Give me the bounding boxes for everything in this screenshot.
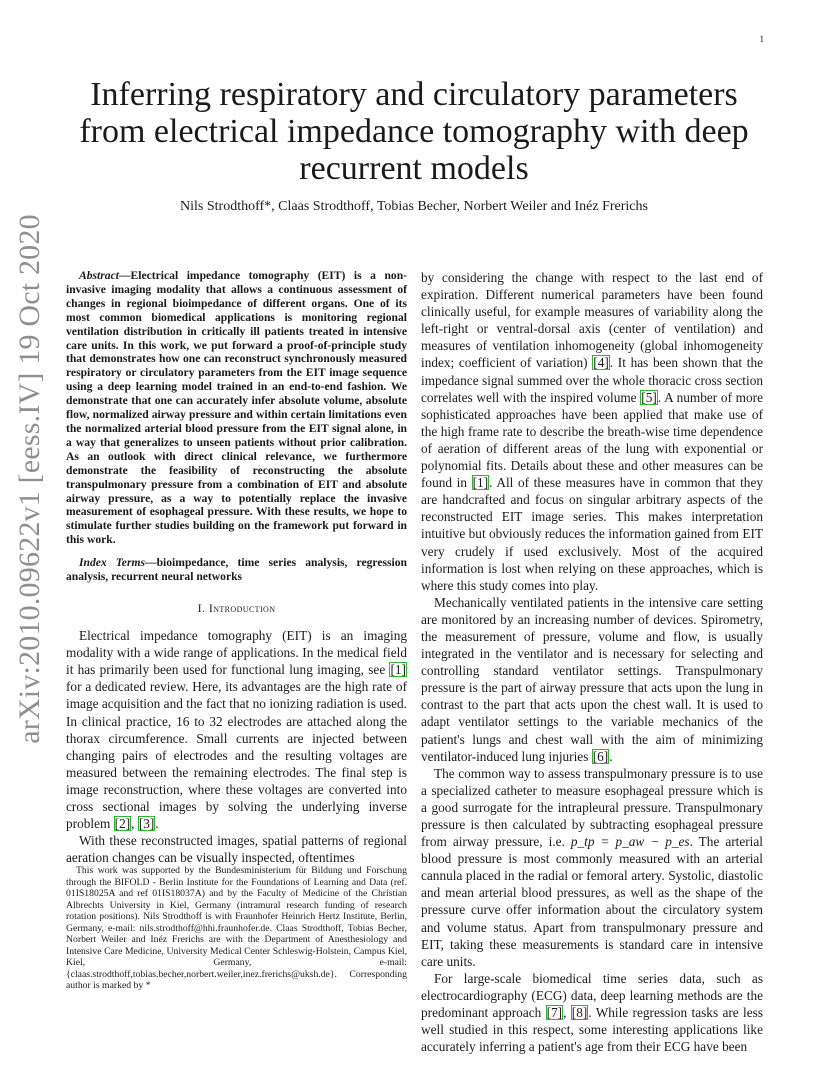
body-text: . It has been shown that the impedance signal summed over the whole thoracic cross section correlates well with the inspired volume	[421, 355, 763, 405]
abstract-text: Electrical impedance tomography (EIT) is a non-invasive imaging modality that allows a continuous assessment of changes in regional bioimpedance of different organs. One of its most common biomedical applications is monitoring regional ventilation distribution in critically ill patients treated in intensive care units. In this work, we put forward a proof-of-principle study that demonstrates how one can reconstruct synchronously measured respiratory or circulatory parameters from the EIT image sequence using a deep learning model trained in an end-to-end fashion. We demonstrate that one can accurately infer absolute volume, absolute flow, normalized airway pressure and within certain limitations even the normalized arterial blood pressure from the EIT signal alone, in a way that generalizes to unseen patients without prior calibration. As an outlook with direct clinical relevance, we furthermore demonstrate the feasibility of reconstructing the absolute transpulmonary pressure from a combination of EIT and absolute airway pressure, as a way to potentially replace the invasive measurement of esophageal pressure. With these results, we hope to stimulate further studies building on the framework put forward in this work.	[66, 269, 407, 547]
section-number: I.	[197, 600, 206, 615]
intro-paragraph: With these reconstructed images, spatial patterns of regional aeration changes can be visually inspected, oftentimes	[66, 833, 407, 866]
abstract-label: Abstract	[79, 269, 119, 282]
citation-link[interactable]: [2]	[114, 816, 131, 832]
citation-link[interactable]: [7]	[546, 1005, 563, 1021]
right-column	[421, 269, 763, 1055]
index-terms-dash: —	[145, 556, 157, 570]
index-terms	[66, 556, 407, 584]
intro-paragraph	[66, 627, 407, 832]
intro-text: Electrical impedance tomography (EIT) is an imaging modality with a wide range of applications. In the medical field it has primarily been used for functional lung imaging, see	[66, 628, 407, 678]
inline-equation: p_tp = p_aw − p_es	[570, 834, 690, 850]
author-list: Nils Strodthoff*, Claas Strodthoff, Tobias Becher, Norbert Weiler and Inéz Frerichs	[180, 199, 648, 214]
index-terms-label: Index Terms	[79, 556, 145, 570]
body-text: The common way to assess transpulmonary pressure is to use a specialized catheter to measure esophageal pressure which is a good surrogate for the intrapleural pressure. Transpulmonary pressure is then calculated by subtracting esophageal pressure from airway pressure, i.e.	[421, 765, 763, 850]
footnote-text: This work was supported by the Bundesministerium für Bildung und Forschung through the BIFOLD - Berlin Institute for the Foundations of Learning and Data (ref. 01IS18025A and ref 01IS18037A) and by the Faculty of Medicine of the Christian Albrechts University in Kiel, Germany (intramural research funding of research rotation positions). Nils Strodthoff is with Fraunhofer Heinrich Hertz Institute, Berlin, Germany, e-mail: nils.strodthoff@hhi.fraunhofer.de. Claas Strodthoff, Tobias Becher, Norbert Weiler and Inéz Frerichs are with the Department of Anesthesiology and Intensive Care Medicine, University Medical Center Schleswig-Holstein, Campus Kiel, Kiel, Germany, e-mail: {claas.strodthoff,tobias.becher,norbert.weiler,inez.frerichs@uksh.de}. Corresponding author is marked by *	[66, 865, 407, 991]
section-heading	[66, 600, 407, 617]
body-text: . While regression tasks are less well studied in this respect, some interesting applications like accurately inferring a patient's age from their ECG have been	[421, 1005, 763, 1055]
citation-link[interactable]: [3]	[138, 816, 155, 832]
citation-link[interactable]: [4]	[593, 355, 609, 371]
body-text: by considering the change with respect to the last end of expiration. Different numerical parameters have been found clinically useful, for example measures of variability along the left-right or ventral-dorsal axis (center of ventilation) and measures of ventilation inhomogeneity (global inhomogeneity index; coefficient of variation)	[421, 270, 763, 371]
body-paragraph	[421, 269, 763, 594]
intro-text: for a dedicated review. Here, its advantages are the high rate of image acquisition and the fact that no ionizing radiation is used. In clinical practice, 16 to 32 electrodes are attached along the thorax circumference. Small currents are injected between changing pairs of electrodes and the resulting voltages are measured between the remaining electrodes. The final step is image reconstruction, where these voltages are converted into cross sectional images by solving the underlying inverse problem	[66, 679, 407, 832]
abstract	[66, 269, 407, 547]
abstract-dash: —	[118, 269, 131, 282]
citation-link[interactable]: [1]	[472, 475, 489, 491]
body-text: . All of these measures have in common that they are handcrafted and focus on singular arbitrary aspects of the reconstructed EIT image series. This makes interpretation intuitive but obviously reduces the information gained from EIT very crudely if used exclusively. Most of the acquired information is lost when relying on these approaches, which is where this study comes into play.	[421, 475, 764, 593]
paper-title: Inferring respiratory and circulatory parameters from electrical impedance tomography with deep recurrent models	[79, 76, 749, 187]
citation-link[interactable]: [5]	[641, 389, 657, 405]
page-number: 1	[759, 34, 764, 44]
index-terms-text: bioimpedance, time series analysis, regression analysis, recurrent neural networks	[66, 556, 407, 584]
footnote	[66, 865, 407, 992]
body-text: . A number of more sophisticated approaches have been applied that make use of the high frame rate to describe the breath-wise time dependence of aeration of different areas of the lung with exponential or polynomial fits. Details about these and other measures can be found in	[421, 389, 763, 491]
left-column	[66, 269, 407, 866]
citation-link[interactable]: [8]	[571, 1005, 588, 1021]
arxiv-stamp	[10, 213, 50, 744]
body-text: Mechanically ventilated patients in the intensive care setting are monitored by an increasing number of devices. Spirometry, the measurement of pressure, volume and flow, is usually integrated in the ventilator and is necessary for selecting and controlling standard ventilator settings. Transpulmonary pressure is the part of airway pressure that acts upon the lung in contrast to the part that acts upon the chest wall. It is used to adapt ventilator settings to the variable mechanics of the patient's lungs and chest wall with the aim of minimizing ventilator-induced lung injuries	[421, 594, 763, 764]
body-paragraph	[421, 594, 763, 765]
section-title: Introduction	[208, 600, 276, 615]
citation-link[interactable]: [6]	[592, 748, 609, 764]
citation-link[interactable]: [1]	[390, 662, 406, 678]
body-paragraph	[421, 765, 763, 970]
body-text: For large-scale biomedical time series data, such as electrocardiography (ECG) data, deep learning methods are the predominant approach	[421, 970, 763, 1021]
body-paragraph	[421, 970, 763, 1055]
body-text: ,	[563, 1005, 571, 1021]
intro-text: ,	[131, 816, 138, 832]
intro-text: .	[155, 816, 159, 832]
arxiv-stamp-text: arXiv:2010.09622v1 [eess.IV] 19 Oct 2020	[13, 213, 46, 744]
body-text: . The arterial blood pressure is most commonly measured with an arterial cannula placed in the radial or femoral artery. Systolic, diastolic and mean arterial blood pressures, as well as the shape of the pressure curve offer information about the circulatory system and volume status. Apart from transpulmonary pressure and EIT, taking these measurements is standard care in intensive care units.	[421, 834, 763, 969]
body-text: .	[609, 748, 613, 764]
